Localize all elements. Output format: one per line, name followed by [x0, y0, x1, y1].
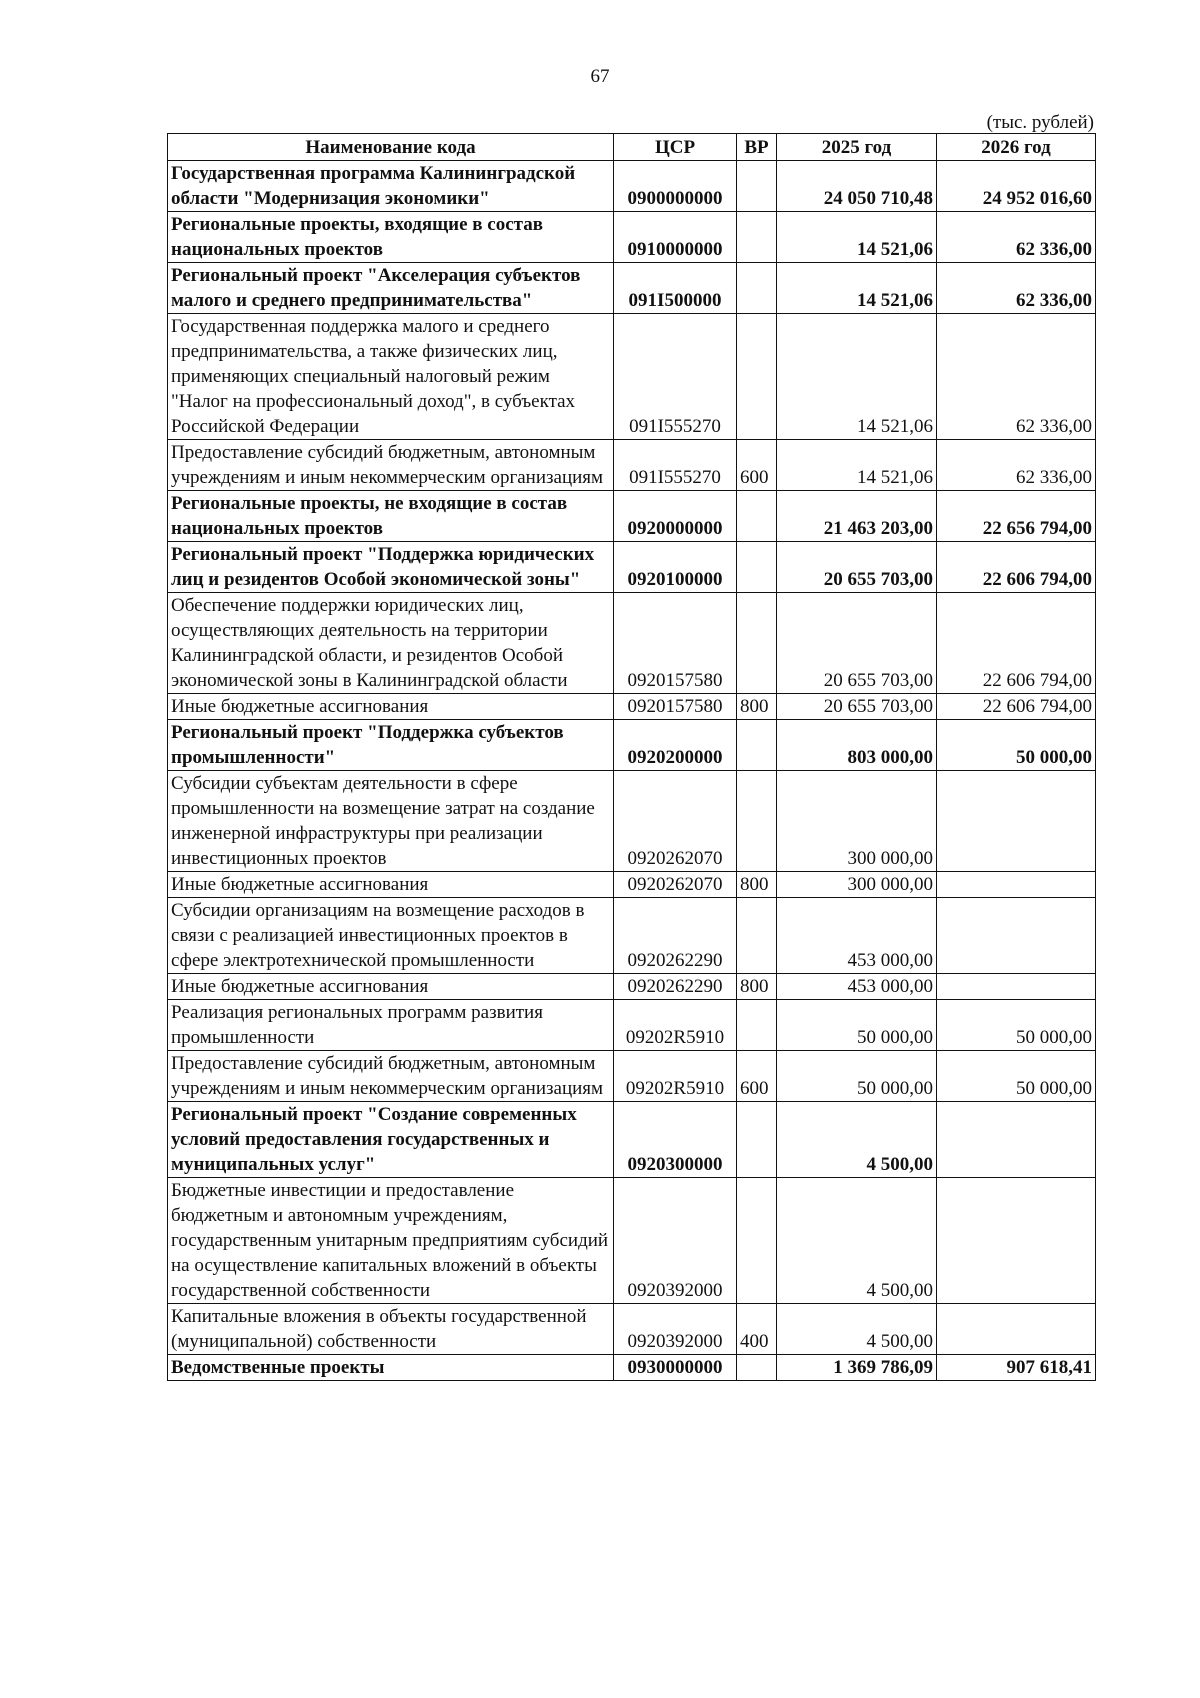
cell-2025: 14 521,06 — [777, 212, 937, 263]
header-2026: 2026 год — [937, 134, 1096, 161]
cell-csr: 0920200000 — [614, 720, 737, 771]
cell-name: Региональные проекты, входящие в состав национальных проектов — [168, 212, 614, 263]
cell-2026 — [937, 872, 1096, 898]
cell-csr: 0920262070 — [614, 771, 737, 872]
cell-vr — [737, 1000, 777, 1051]
table-row — [168, 440, 1096, 491]
cell-2026: 50 000,00 — [937, 720, 1096, 771]
cell-name: Региональный проект "Поддержка юридических лиц и резидентов Особой экономической зоны" — [168, 542, 614, 593]
cell-name: Региональный проект "Акселерация субъектов малого и среднего предпринимательства" — [168, 263, 614, 314]
cell-csr: 0920157580 — [614, 593, 737, 694]
cell-2026: 62 336,00 — [937, 314, 1096, 440]
table-row — [168, 974, 1096, 1000]
cell-2025: 20 655 703,00 — [777, 694, 937, 720]
cell-2025: 300 000,00 — [777, 771, 937, 872]
cell-vr — [737, 1355, 777, 1381]
table-row — [168, 720, 1096, 771]
cell-2026: 24 952 016,60 — [937, 161, 1096, 212]
header-csr: ЦСР — [614, 134, 737, 161]
cell-csr: 0920262290 — [614, 974, 737, 1000]
cell-vr — [737, 720, 777, 771]
cell-vr — [737, 161, 777, 212]
cell-2026: 50 000,00 — [937, 1000, 1096, 1051]
cell-vr: 600 — [737, 440, 777, 491]
cell-name: Иные бюджетные ассигнования — [168, 872, 614, 898]
table-row — [168, 898, 1096, 974]
cell-csr: 0910000000 — [614, 212, 737, 263]
cell-vr — [737, 593, 777, 694]
cell-vr — [737, 212, 777, 263]
cell-csr: 0930000000 — [614, 1355, 737, 1381]
cell-2026 — [937, 898, 1096, 974]
cell-2025: 4 500,00 — [777, 1102, 937, 1178]
table-header-row — [168, 134, 1096, 161]
cell-2026: 907 618,41 — [937, 1355, 1096, 1381]
header-name: Наименование кода — [168, 134, 614, 161]
cell-name: Субсидии субъектам деятельности в сфере промышленности на возмещение затрат на создание инженерной инфраструктуры при реализации инвестиционных проектов — [168, 771, 614, 872]
cell-csr: 0920262070 — [614, 872, 737, 898]
table-row — [168, 263, 1096, 314]
cell-2025: 1 369 786,09 — [777, 1355, 937, 1381]
cell-vr — [737, 898, 777, 974]
cell-name: Капитальные вложения в объекты государственной (муниципальной) собственности — [168, 1304, 614, 1355]
cell-csr: 0920392000 — [614, 1304, 737, 1355]
table-row — [168, 593, 1096, 694]
cell-name: Субсидии организациям на возмещение расходов в связи с реализацией инвестиционных проектов в сфере электротехнической промышленности — [168, 898, 614, 974]
cell-2026 — [937, 1178, 1096, 1304]
cell-csr: 09202R5910 — [614, 1000, 737, 1051]
cell-vr: 400 — [737, 1304, 777, 1355]
cell-name: Государственная поддержка малого и среднего предпринимательства, а также физических лиц, применяющих специальный налоговый режим "Налог на профессиональный доход", в субъектах Российской Федерации — [168, 314, 614, 440]
cell-2026: 22 606 794,00 — [937, 542, 1096, 593]
table-row — [168, 771, 1096, 872]
cell-csr: 0900000000 — [614, 161, 737, 212]
cell-2025: 453 000,00 — [777, 974, 937, 1000]
cell-vr: 600 — [737, 1051, 777, 1102]
table-row — [168, 1304, 1096, 1355]
cell-csr: 091I500000 — [614, 263, 737, 314]
cell-vr — [737, 771, 777, 872]
cell-2025: 14 521,06 — [777, 314, 937, 440]
cell-2025: 21 463 203,00 — [777, 491, 937, 542]
cell-csr: 09202R5910 — [614, 1051, 737, 1102]
cell-2025: 803 000,00 — [777, 720, 937, 771]
cell-name: Предоставление субсидий бюджетным, автономным учреждениям и иным некоммерческим организациям — [168, 440, 614, 491]
cell-name: Бюджетные инвестиции и предоставление бюджетным и автономным учреждениям, государственным унитарным предприятиям субсидий на осуществление капитальных вложений в объекты государственной собственности — [168, 1178, 614, 1304]
cell-csr: 091I555270 — [614, 314, 737, 440]
cell-2026 — [937, 1102, 1096, 1178]
cell-name: Государственная программа Калининградской области "Модернизация экономики" — [168, 161, 614, 212]
cell-csr: 0920157580 — [614, 694, 737, 720]
cell-2025: 50 000,00 — [777, 1000, 937, 1051]
cell-2025: 300 000,00 — [777, 872, 937, 898]
table-row — [168, 1051, 1096, 1102]
cell-name: Региональные проекты, не входящие в состав национальных проектов — [168, 491, 614, 542]
cell-name: Обеспечение поддержки юридических лиц, осуществляющих деятельность на территории Калининградской области, и резидентов Особой экономической зоны в Калининградской области — [168, 593, 614, 694]
cell-2025: 4 500,00 — [777, 1178, 937, 1304]
cell-2025: 24 050 710,48 — [777, 161, 937, 212]
header-2025: 2025 год — [777, 134, 937, 161]
cell-2026: 22 606 794,00 — [937, 694, 1096, 720]
cell-csr: 0920262290 — [614, 898, 737, 974]
cell-vr — [737, 314, 777, 440]
cell-2026: 62 336,00 — [937, 263, 1096, 314]
cell-name: Реализация региональных программ развития промышленности — [168, 1000, 614, 1051]
cell-2025: 50 000,00 — [777, 1051, 937, 1102]
table-row — [168, 491, 1096, 542]
cell-2026 — [937, 974, 1096, 1000]
table-row — [168, 694, 1096, 720]
cell-2026: 22 656 794,00 — [937, 491, 1096, 542]
cell-2026: 62 336,00 — [937, 440, 1096, 491]
cell-name: Ведомственные проекты — [168, 1355, 614, 1381]
cell-vr: 800 — [737, 974, 777, 1000]
cell-csr: 0920392000 — [614, 1178, 737, 1304]
cell-vr — [737, 1178, 777, 1304]
table-row — [168, 314, 1096, 440]
table-row — [168, 1178, 1096, 1304]
cell-vr — [737, 542, 777, 593]
cell-csr: 0920300000 — [614, 1102, 737, 1178]
cell-name: Региональный проект "Поддержка субъектов промышленности" — [168, 720, 614, 771]
budget-table — [167, 133, 1096, 1381]
cell-csr: 091I555270 — [614, 440, 737, 491]
cell-2025: 14 521,06 — [777, 440, 937, 491]
cell-csr: 0920000000 — [614, 491, 737, 542]
cell-vr: 800 — [737, 872, 777, 898]
cell-2025: 20 655 703,00 — [777, 593, 937, 694]
units-label: (тыс. рублей) — [986, 112, 1094, 133]
cell-2025: 14 521,06 — [777, 263, 937, 314]
cell-2026: 62 336,00 — [937, 212, 1096, 263]
cell-name: Региональный проект "Создание современных условий предоставления государственных и муниципальных услуг" — [168, 1102, 614, 1178]
table-row — [168, 212, 1096, 263]
cell-vr — [737, 263, 777, 314]
cell-2026: 22 606 794,00 — [937, 593, 1096, 694]
table-row — [168, 1000, 1096, 1051]
table-row — [168, 872, 1096, 898]
table-row — [168, 1355, 1096, 1381]
cell-vr: 800 — [737, 694, 777, 720]
header-vr: ВР — [737, 134, 777, 161]
cell-2025: 4 500,00 — [777, 1304, 937, 1355]
cell-name: Иные бюджетные ассигнования — [168, 694, 614, 720]
cell-2025: 453 000,00 — [777, 898, 937, 974]
cell-vr — [737, 491, 777, 542]
cell-name: Предоставление субсидий бюджетным, автономным учреждениям и иным некоммерческим организациям — [168, 1051, 614, 1102]
cell-2025: 20 655 703,00 — [777, 542, 937, 593]
table-row — [168, 161, 1096, 212]
cell-vr — [737, 1102, 777, 1178]
cell-2026 — [937, 1304, 1096, 1355]
page-number: 67 — [590, 66, 610, 87]
table-row — [168, 1102, 1096, 1178]
table-row — [168, 542, 1096, 593]
cell-csr: 0920100000 — [614, 542, 737, 593]
cell-name: Иные бюджетные ассигнования — [168, 974, 614, 1000]
cell-2026 — [937, 771, 1096, 872]
cell-2026: 50 000,00 — [937, 1051, 1096, 1102]
